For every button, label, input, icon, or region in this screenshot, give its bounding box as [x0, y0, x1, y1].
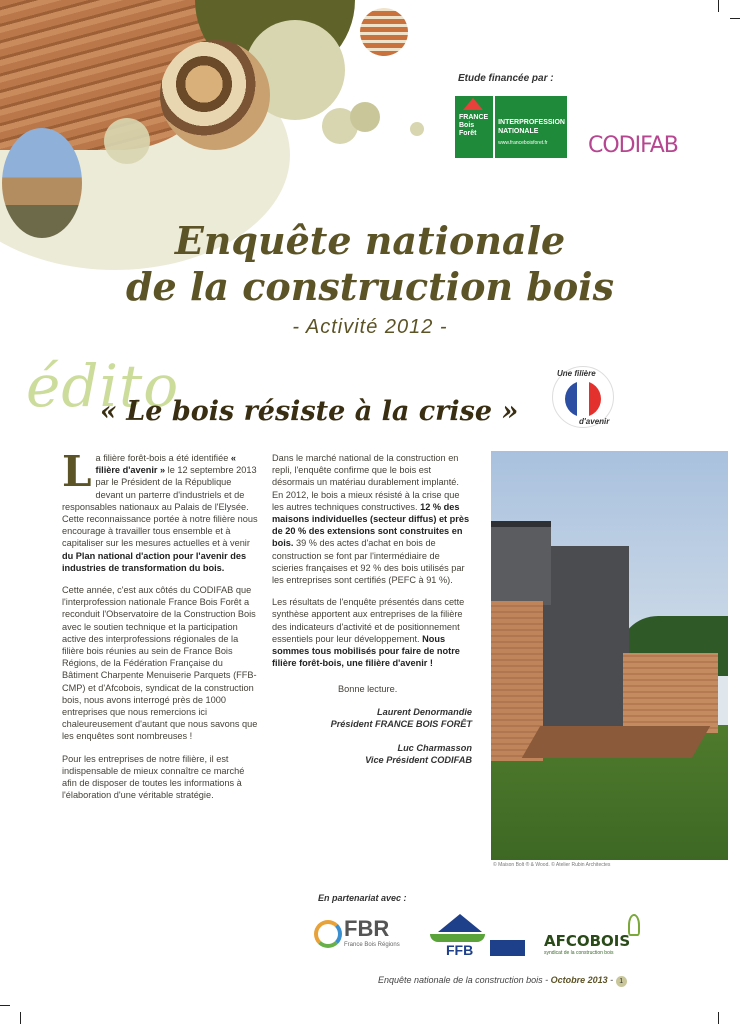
- paragraph: Pour les entreprises de notre filière, il est indispensable de mieux connaître ce marché afin de disposer de toutes les informations à l'élaboration d'une véritable stratégie.: [62, 753, 245, 801]
- text-span: a filière forêt-bois a été identifiée: [95, 453, 231, 463]
- page-subtitle: - Activité 2012 -: [292, 316, 448, 338]
- paragraph: [62, 513, 258, 574]
- france-bois-foret-logo: [455, 96, 567, 158]
- text-column-2: [272, 452, 472, 766]
- funding-label: Etude financée par :: [458, 73, 554, 84]
- photo-annex: [623, 653, 718, 733]
- signature-title: Vice Président CODIFAB: [365, 755, 472, 766]
- house-icon: [438, 914, 482, 932]
- photo-upper-storey: [491, 521, 551, 605]
- footer-separator: -: [607, 975, 616, 985]
- decor-circle: [350, 102, 380, 132]
- page-title: Enquête nationale: [174, 218, 566, 263]
- afcobois-logo: AFCOBOIS: [544, 932, 631, 950]
- fbr-subtitle: France Bois Régions: [344, 942, 400, 948]
- text-span: le 12 septembre 2013 par le Président de la République devant un parterre d'industriels et de responsables nationaux au Palais de l'Elysée.: [62, 465, 257, 512]
- bold-text: Nous sommes tous mobilisés pour faire de notre filière forêt-bois, une filière d'avenir !: [272, 633, 460, 669]
- ffb-name: FFB: [446, 942, 474, 958]
- fbf-url: www.franceboisforet.fr: [498, 140, 548, 146]
- swoosh-icon: [430, 934, 485, 942]
- crop-mark: [730, 18, 740, 19]
- crop-mark: [718, 1012, 719, 1024]
- text-span: Les résultats de l'enquête présentés dans cette synthèse apportent aux entreprises de la filière des indicateurs d'activité et de positionnement essentiels pour leur développement.: [272, 597, 465, 644]
- photo-dark-cladding: [541, 546, 629, 746]
- fbr-name: FBR: [344, 916, 390, 941]
- afcobois-subtitle: syndicat de la construction bois: [544, 950, 614, 956]
- codifab-logo: CODIFAB: [588, 133, 678, 158]
- crop-mark: [0, 1005, 10, 1006]
- signature-name: Laurent Denormandie: [377, 706, 472, 717]
- fbr-logo: [314, 912, 409, 962]
- page-number: 1: [616, 976, 627, 987]
- paragraph: [272, 596, 472, 669]
- paragraph: Cette année, c'est aux côtés du CODIFAB que l'interprofession nationale France Bois Forêt a reconduit l'Observatoire de la Construction Bois avec le soutien technique et la participation active des interprofessions régionales de la filière bois réunies au sein de France Bois Régions, de la Fédération Française du Bâtiment Charpente Menuiserie Parquets (FFB-CMP) et d'Afcobois, syndicat de la construction bois, nous avons interrogé près de 1000 entreprises que nous remercions ici chaleureusement d'autant que nous savons que les enquêtes sont nombreuses !: [62, 585, 258, 742]
- footer-date: Octobre 2013: [550, 975, 608, 985]
- photo-caption: © Maison Bolt ® & Wood. © Atelier Rubin Architectes: [493, 862, 611, 868]
- decor-circle: [410, 122, 424, 136]
- paragraph: [272, 452, 472, 586]
- fbf-interprofession-text: INTERPROFESSION NATIONALE: [498, 119, 565, 135]
- signature-title: Président FRANCE BOIS FORÊT: [330, 718, 472, 729]
- bold-text: 12 % des maisons individuelles (secteur diffus) et près de 20 % des extensions sont construites en bois.: [272, 501, 470, 549]
- page-footer: [378, 975, 627, 987]
- house-icon: [463, 98, 483, 110]
- french-flag-icon: [565, 381, 601, 417]
- timber-frame-photo: [160, 40, 270, 150]
- text-span: Dans le marché national de la construction en repli, l'enquête confirme que le bois est désormais un matériau durablement implanté. En 2012, le bois a mieux résisté à la crise que les autres techniques constructives.: [272, 453, 460, 512]
- crop-mark: [20, 1012, 21, 1024]
- wood-slats-photo: [360, 8, 408, 56]
- decor-circle: [104, 118, 150, 164]
- edito-word: édito: [26, 352, 180, 420]
- page-title-line2: de la construction bois: [125, 264, 615, 309]
- crop-mark: [718, 0, 719, 12]
- fbf-logo-text: FRANCE Bois Forêt: [459, 114, 489, 137]
- filiere-avenir-badge: [552, 366, 614, 428]
- footer-text: Enquête nationale de la construction bois -: [378, 975, 551, 985]
- text-span: Cette reconnaissance portée à notre filière nous encourage à travailler tous ensemble et à capitaliser sur les mesures actuelles et à venir: [62, 514, 258, 549]
- ffb-box: [490, 940, 525, 956]
- paragraph: [62, 447, 258, 513]
- bold-text: du Plan national d'action pour l'avenir des industries de transformation du bois.: [62, 550, 247, 573]
- badge-bottom-text: d'avenir: [579, 417, 610, 426]
- fbr-ring-icon: [314, 920, 342, 948]
- closing-text: Bonne lecture.: [338, 684, 398, 695]
- bold-text: « filière d'avenir »: [95, 453, 236, 476]
- wood-house-photo: [491, 451, 728, 860]
- partners-label: En partenariat avec :: [318, 893, 407, 903]
- photo-deck: [522, 726, 710, 758]
- text-span: 39 % des actes d'achat en bois de construction se font par l'intermédiaire de scieries françaises et 92 % des bois utilisés par les entreprises sont certifiés (PEFC à 91 %).: [272, 538, 465, 586]
- edito-heading: « Le bois résiste à la crise »: [100, 396, 519, 427]
- ffb-logo: [430, 914, 525, 960]
- signature-name: Luc Charmasson: [397, 743, 472, 754]
- text-column-1: [62, 447, 258, 811]
- badge-top-text: Une filière: [557, 369, 596, 378]
- drop-cap: L: [62, 447, 92, 496]
